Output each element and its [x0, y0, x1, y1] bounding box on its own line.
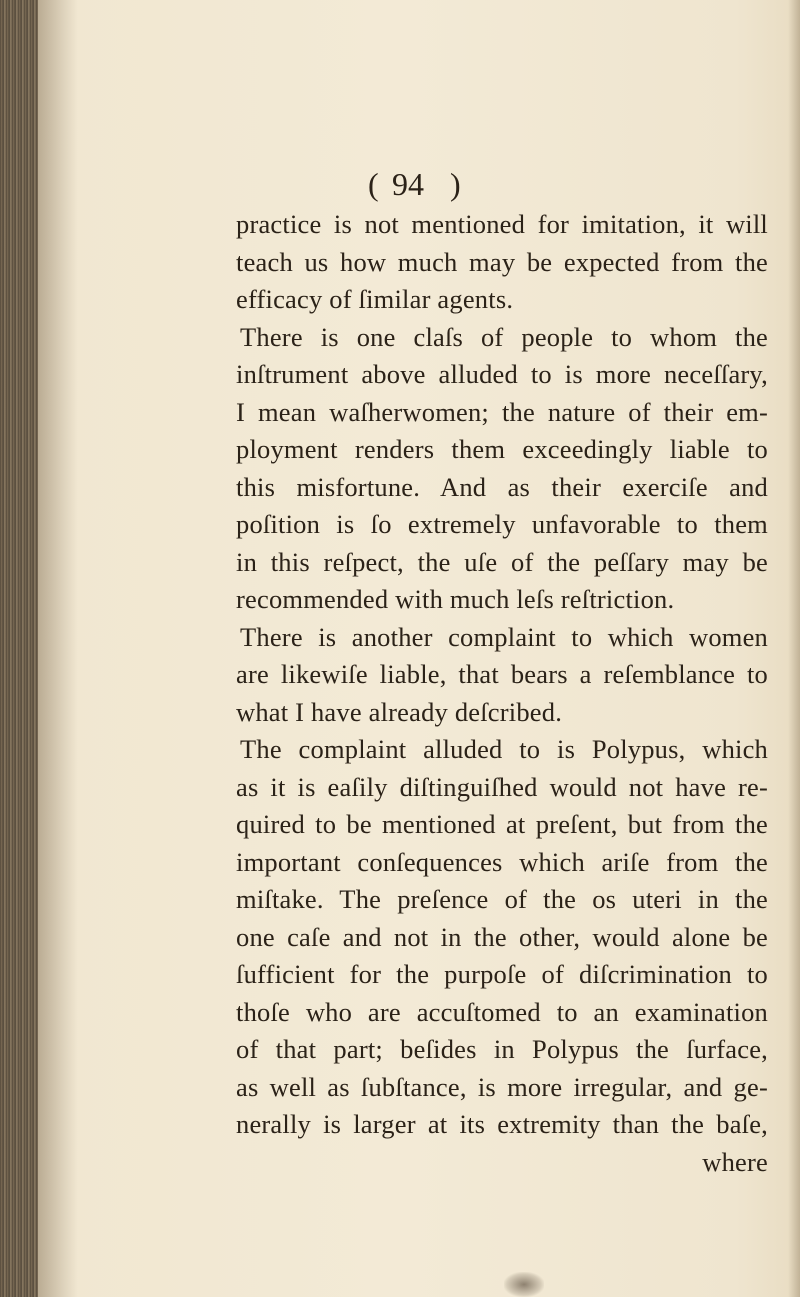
text-line: There is another complaint to which women [240, 621, 768, 652]
text-line: of that part; beſides in Polypus the ſurface, [236, 1034, 768, 1064]
text-line: ployment renders them exceedingly liable to [236, 434, 768, 464]
text-line: The complaint alluded to is Polypus, which [240, 734, 768, 764]
page-number: 94 [392, 166, 424, 202]
text-line: are likewiſe liable, that bears a reſemblance to [236, 659, 768, 689]
text-line: what I have already deſcribed. [236, 696, 563, 727]
text-line: thoſe who are accuſtomed to an examination [236, 996, 768, 1027]
text-line: recommended with much leſs reſtriction. [236, 584, 675, 614]
text-line: ſufficient for the purpoſe of diſcrimination to [236, 959, 768, 989]
text-line: poſition is ſo extremely unfavorable to them [236, 509, 768, 539]
text-line: inſtrument above alluded to is more neceſſary, [236, 359, 768, 389]
text-line: I mean waſherwomen; the nature of their em- [236, 396, 768, 427]
ink-blot [504, 1272, 544, 1297]
page-header [0, 166, 800, 202]
catchword: where [702, 1146, 768, 1177]
text-line: important conſequences which ariſe from the [236, 846, 768, 877]
text-line: nerally is larger at its extremity than the baſe, [236, 1109, 768, 1139]
header-open-paren: ( [368, 166, 379, 202]
body-text [236, 206, 768, 1181]
text-line: this misfortune. And as their exerciſe and [236, 471, 768, 502]
text-line: in this reſpect, the uſe of the peſſary may be [236, 546, 768, 577]
text-line: as well as ſubſtance, is more irregular, and ge- [236, 1071, 768, 1102]
text-line: There is one claſs of people to whom the [240, 321, 768, 352]
text-line: practice is not mentioned for imitation, it will [236, 209, 768, 239]
text-line: miſtake. The preſence of the os uteri in the [236, 884, 768, 914]
header-close-paren: ) [450, 166, 461, 202]
text-line: efficacy of ſimilar agents. [236, 284, 514, 314]
text-line: one caſe and not in the other, would alone be [236, 921, 768, 952]
text-line: quired to be mentioned at preſent, but from the [236, 809, 768, 839]
text-line: teach us how much may be expected from the [236, 246, 768, 277]
text-line: as it is eaſily diſtinguiſhed would not have re- [236, 771, 768, 802]
